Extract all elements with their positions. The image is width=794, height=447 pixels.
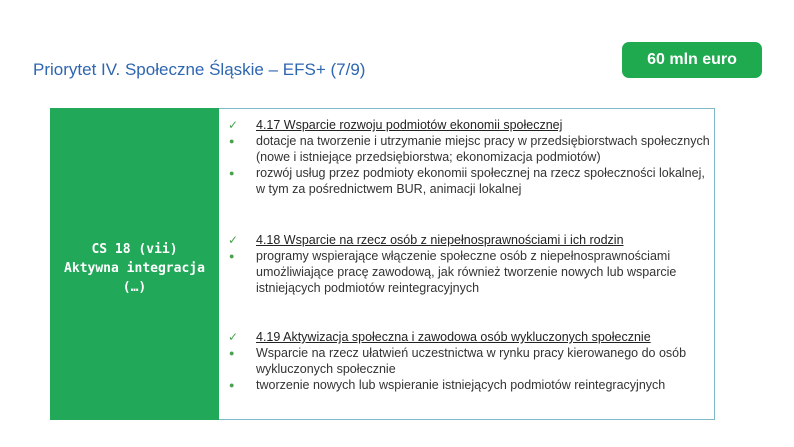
bullet-icon: ●	[229, 380, 235, 390]
checkmark-icon: ✓	[228, 330, 239, 344]
bullet-icon: ●	[229, 136, 235, 146]
checkmark-icon: ✓	[228, 233, 239, 247]
bullet-text: dotacje na tworzenie i utrzymanie miejsc pracy w przedsiębiorstwach społecznych (nowe i istniejące przedsiębiorstwa; ekonomizacja podmiotów)	[256, 134, 710, 164]
section-4-19	[225, 329, 710, 393]
slide-title: Priorytet IV. Społeczne Śląskie – EFS+ (7/9)	[33, 60, 366, 79]
section-4-17	[225, 117, 710, 197]
bullet-icon: ●	[229, 348, 235, 358]
bullet-icon: ●	[229, 251, 235, 261]
section-heading: 4.19 Aktywizacja społeczna i zawodowa osób wykluczonych społecznie	[256, 330, 651, 344]
bullet-icon: ●	[229, 168, 235, 178]
cs-label: CS 18 (vii) Aktywna integracja (…)	[64, 242, 205, 295]
bullet-text: tworzenie nowych lub wspieranie istniejących podmiotów reintegracyjnych	[256, 378, 666, 392]
section-heading: 4.17 Wsparcie rozwoju podmiotów ekonomii społecznej	[256, 118, 563, 132]
section-heading: 4.18 Wsparcie na rzecz osób z niepełnosprawnościami i ich rodzin	[256, 233, 624, 247]
bullet-text: programy wspierające włączenie społeczne osób z niepełnosprawnościami umożliwiające pracę zawodową, jak również tworzenie nowych lub wsparcie istniejących podmiotów reintegracyjnych	[256, 249, 677, 295]
section-4-18	[225, 232, 710, 296]
bullet-text: rozwój usług przez podmioty ekonomii społecznej na rzecz społeczności lokalnej, w tym za pośrednictwem BUR, animacji lokalnej	[256, 166, 705, 196]
checkmark-icon: ✓	[228, 118, 239, 132]
budget-badge: 60 mln euro	[622, 42, 762, 78]
bullet-text: Wsparcie na rzecz ułatwień uczestnictwa w rynku pracy kierowanego do osób wykluczonych społecznie	[256, 346, 687, 376]
